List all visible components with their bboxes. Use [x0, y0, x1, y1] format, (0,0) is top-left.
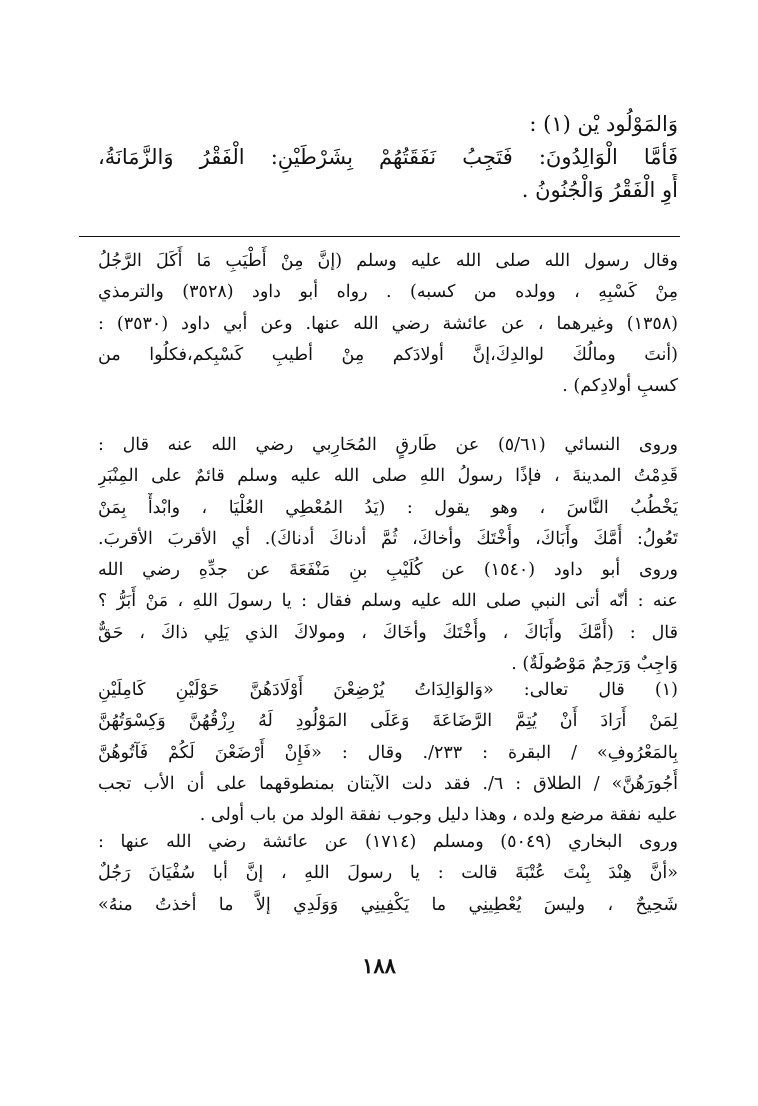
footnote-line: قال : (أُمَّكَ وأَبَاكَ ، وأُخْتَكَ وأخَاكَ ، ومولاكَ الذي يَلِي ذاكَ ، حَقٌّ: [98, 622, 678, 643]
footnote-line: وروى أبو داود (١٥٤٠) عن كُلَيْبِ بنِ مَنْفَعَةَ عن جدِّهِ رضي الله: [98, 560, 678, 581]
footnote-line: كسبِ أولادِكم) .: [562, 376, 678, 397]
footnote-line: «أنَّ هِنْدَ بِنْتَ عُتْبَةَ قالت : يا رسولَ اللهِ ، إنَّ أبا سُفْيَانَ رَجُلٌ: [98, 863, 678, 884]
footnote-line: وقال رسول الله صلى الله عليه وسلم (إنَّ مِنْ أَطْيَبِ مَا أَكَلَ الرَّجُلُ: [98, 251, 678, 271]
footnote-paragraph-hadith: [98, 430, 678, 680]
footnote-line: بِالمَعْرُوفِ» / البقرة : ٢٣٣/. وقال : «فَإِنْ أَرْضَعْنَ لَكُمْ فَآتُوهُنَّ: [98, 742, 678, 763]
footnote-line: وَاجِبٌ وَرَحِمٌ مَوْصُولَةٌ) .: [511, 654, 678, 675]
footnote-line: وروى النسائي (٥/٦١) عن طَارقٍ المُحَارِبي رضي الله عنه قال :: [98, 435, 678, 455]
footnote-line: يَخْطُبُ النَّاسَ ، وهو يقول : (يَدُ المُعْطِي العُلْيَا ، وابْدأْ بِمَنْ: [98, 497, 678, 518]
footnote-paragraph-note-1: [98, 675, 678, 831]
page-number: ١٨٨: [362, 953, 396, 978]
footnote-line: (١) قال تعالى: «وَالوَالِدَاتُ يُرْضِعْنَ أَوْلَادَهُنَّ حَوْلَيْنِ كَامِلَيْنِ: [98, 680, 678, 700]
footnote-line: عليه نفقة مرضع ولده ، وهذا دليل وجوب نفقة الولد من باب أولى .: [199, 805, 678, 826]
footnote-line: شَحِيحٌ ، وليسَ يُعْطِينِي ما يَكْفِينِي وَوَلَدِي إلاَّ ما أخذتُ منهُ»: [98, 894, 678, 915]
footnote-line: لِمَنْ أَرَادَ أَنْ يُتِمَّ الرَّضَاعَةَ وَعَلَى المَوْلُودِ لَهُ رِزْقُهُنَّ وَكِسْوَتُهُنَّ: [98, 711, 678, 732]
main-text-line: أَوِ الْفَقْرُ وَالْجُنُونُ .: [521, 178, 678, 202]
main-text-heading: وَالمَوْلُود يْن (١) :: [529, 112, 678, 136]
footnote-paragraph-reference: [98, 246, 678, 402]
footnote-line: قَدِمْتُ المدينةَ ، فإذًا رسولُ اللهِ صلى الله عليه وسلم قائمٌ على المِنْبَرِ: [98, 466, 678, 487]
footnote-line: عنه : أنّه أتى النبي صلى الله عليه وسلم فقال : يا رسولَ اللهِ ، مَنْ أَبَرُّ ؟: [98, 591, 678, 612]
footnote-separator: [79, 236, 680, 237]
main-text: [98, 108, 678, 207]
footnote-line: (أنتَ ومالُكَ لوالدِكَ،إنَّ أولادَكم مِنْ أطيبِ كَسْبِكم،فكلُوا من: [98, 344, 678, 365]
main-text-line: فَأَمَّا الْوَالِدُونَ: فَتَجِبُ نَفَقَتُهُمْ بِشَرْطَيْنِ: الْفَقْرُ وَالزَّمَانَةُ،: [98, 145, 678, 169]
footnote-line: تَعُولُ: أُمَّكَ وأَبَاكَ، وأُخْتَكَ وأخاكَ، ثُمَّ أدناكَ أدناكَ). أي الأقربَ الأقربَ.: [98, 528, 678, 549]
footnote-line: مِنْ كَسْبِهِ ، وولده من كسبه) . رواه أبو داود (٣٥٢٨) والترمذي: [98, 282, 678, 303]
footnote-line: أُجُورَهُنَّ» / الطلاق : ٦/. فقد دلت الآيتان بمنطوقهما على أن الأب تجب: [98, 773, 678, 794]
footnote-paragraph-narration: [98, 827, 678, 921]
footnote-line: وروى البخاري (٥٠٤٩) ومسلم (١٧١٤) عن عائشة رضي الله عنها :: [98, 832, 678, 852]
footnote-line: (١٣٥٨) وغيرهما ، عن عائشة رضي الله عنها. وعن أبي داود (٣٥٣٠) :: [98, 313, 678, 334]
